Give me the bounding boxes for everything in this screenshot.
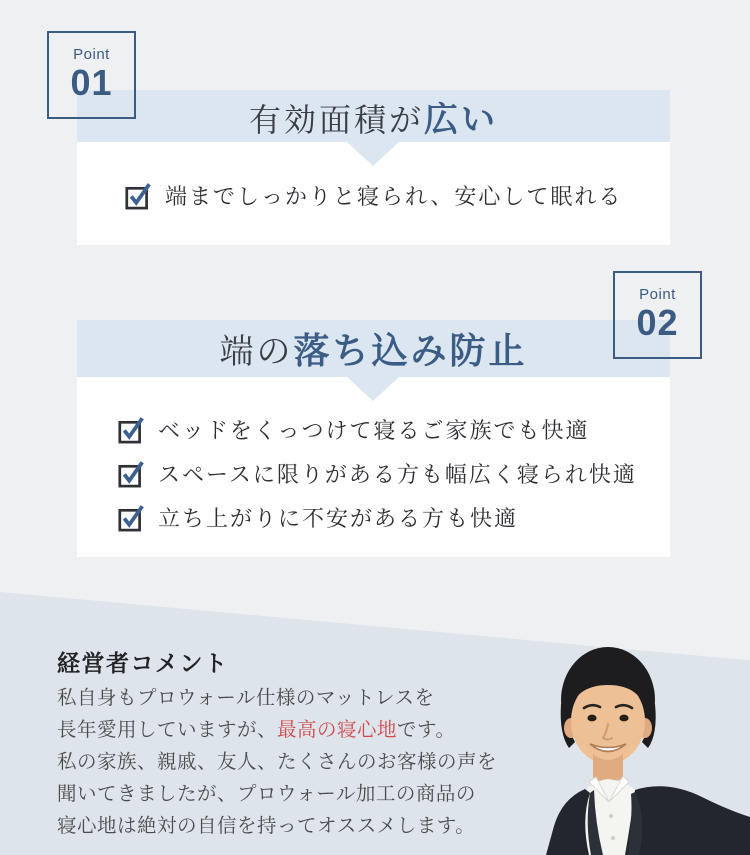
section2-title-bold: 落ち込み防止 bbox=[293, 331, 528, 371]
comment-line: 私自身もプロウォール仕様のマットレスを bbox=[57, 687, 435, 709]
section1-title bbox=[249, 92, 498, 141]
point-badge-label: Point bbox=[73, 45, 110, 63]
section1-title-bold: 広い bbox=[424, 101, 498, 139]
section2-title-banner bbox=[77, 320, 670, 377]
checkbox-icon bbox=[118, 503, 145, 532]
comment-line: 聞いてきましたが、プロウォール加工の商品の bbox=[57, 783, 476, 805]
red-highlight-text: 最高の寝心地 bbox=[277, 719, 398, 741]
section2-title-normal: 端の bbox=[219, 334, 294, 371]
banner-pointer-down-icon bbox=[347, 142, 399, 166]
section1-title-banner bbox=[77, 90, 670, 142]
comment-heading: 経営者コメント bbox=[57, 650, 229, 676]
comment-paragraph bbox=[57, 682, 497, 842]
section2-content-box bbox=[77, 377, 670, 557]
check-item-text: ベッドをくっつけて寝るご家族でも快適 bbox=[158, 418, 590, 443]
checkbox-icon bbox=[118, 415, 145, 444]
comment-line: 寝心地は絶対の自信を持ってオススメします。 bbox=[57, 815, 476, 837]
checkbox-icon bbox=[125, 181, 152, 210]
ceo-photo bbox=[545, 644, 750, 855]
point-badge-number: 01 bbox=[70, 62, 113, 104]
point-badge-number: 02 bbox=[636, 302, 679, 344]
banner-pointer-down-icon bbox=[347, 377, 399, 401]
check-item-text: 立ち上がりに不安がある方も快適 bbox=[158, 506, 519, 531]
check-item bbox=[118, 414, 670, 445]
check-item bbox=[118, 458, 670, 489]
comment-line: 私の家族、親戚、友人、たくさんのお客様の声を bbox=[57, 751, 498, 773]
check-item bbox=[118, 502, 670, 533]
point-badge-02 bbox=[613, 271, 702, 359]
check-item bbox=[125, 180, 670, 211]
section2-title bbox=[219, 323, 527, 374]
point-badge-01 bbox=[47, 31, 136, 119]
point-badge-label: Point bbox=[639, 285, 676, 303]
section1-title-normal: 有効面積が bbox=[248, 101, 424, 138]
comment-line: 長年愛用していますが、最高の寝心地です。 bbox=[57, 719, 456, 741]
check-item-text: スペースに限りがある方も幅広く寝られ快適 bbox=[158, 462, 637, 487]
checkbox-icon bbox=[118, 459, 145, 488]
check-item-text: 端までしっかりと寝られ、安心して眠れる bbox=[165, 184, 623, 209]
